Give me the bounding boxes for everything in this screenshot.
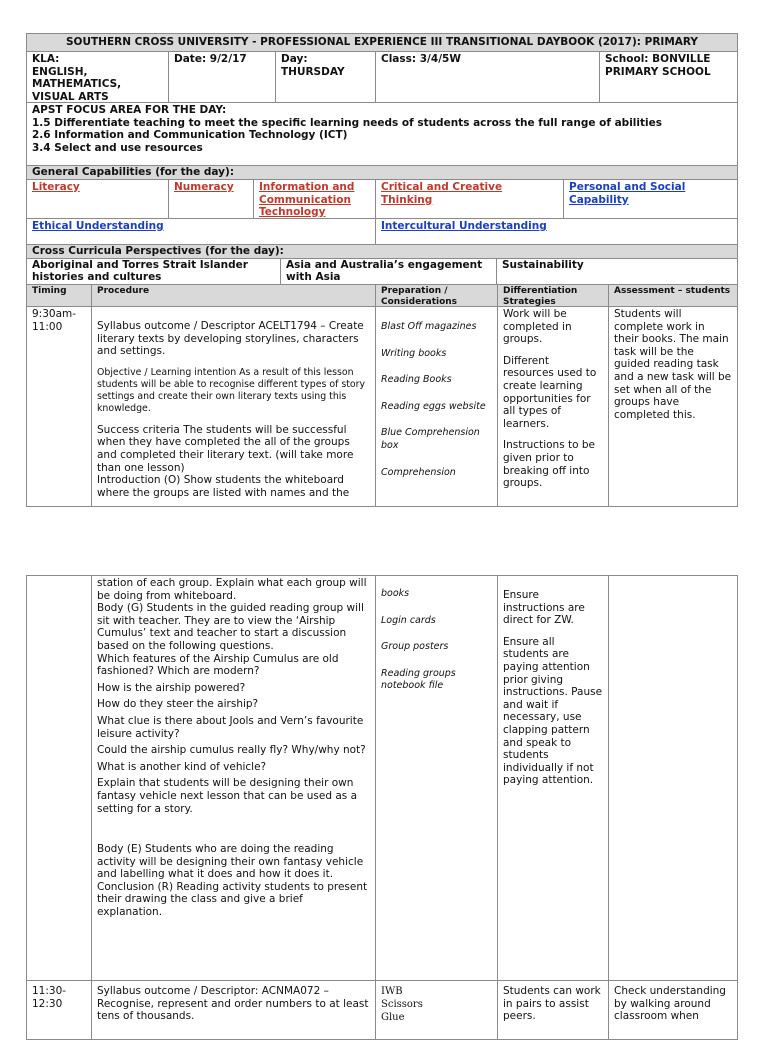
class-value: Class: 3/4/5W [381,53,461,65]
timing-value: 12:30 [32,997,63,1010]
resource-item: Scissors [381,999,423,1010]
differentiation-item: Work will be completed in groups. [503,308,572,346]
apst-item: 3.4 Select and use resources [32,141,203,154]
row1-assessment [608,306,738,507]
question-item: Could the airship cumulus really fly? Why/why not? [97,744,366,757]
resource-item: books [381,588,410,599]
ict-link[interactable]: Technology [259,206,326,218]
resource-item: Group posters [381,641,449,653]
school-value: PRIMARY SCHOOL [605,65,711,78]
question-item: How is the airship powered? [97,681,246,694]
procedure-step: station of each group. Explain what each group will be doing from whiteboard. [97,577,367,602]
differentiation-item: Students can work in pairs to assist peers. [503,985,601,1023]
col-timing: Timing [26,284,92,307]
kla-cell [26,51,169,103]
intercultural-understanding-link[interactable]: Intercultural Understanding [381,220,547,232]
introduction: Introduction (O) Show students the whiteboard where the groups are listed with names and the [97,474,350,499]
ict-link[interactable]: Information and [259,181,355,193]
row1-differentiation [497,306,609,507]
procedure-step: Which features of the Airship Cumulus are old fashioned? Which are modern? [97,652,339,678]
row2-preparation [375,980,498,1040]
kla-value: VISUAL ARTS [32,90,109,103]
school-cell [599,51,738,103]
col-assessment: Assessment – students [608,284,738,307]
syllabus-outcome: Syllabus outcome / Descriptor ACELT1794 – Create literary texts by developing storylines, characters and settings. [97,320,364,358]
preparation-header: Considerations [381,296,458,307]
numeracy-link[interactable]: Numeracy [174,181,234,193]
row2-differentiation [497,980,609,1040]
capability-literacy [26,179,169,219]
col-preparation [375,284,498,307]
row1-procedure [91,306,376,507]
differentiation-item: Instructions to be given prior to breaking off into groups. [503,439,596,490]
capability-numeracy [168,179,254,219]
capability-critical [375,179,564,219]
literacy-link[interactable]: Literacy [32,181,80,193]
col-procedure: Procedure [91,284,376,307]
resource-item: Reading eggs website [381,400,486,412]
kla-value: ENGLISH, [32,65,88,78]
differentiation-header: Strategies [503,296,556,307]
apst-heading: APST FOCUS AREA FOR THE DAY: [32,104,227,116]
preparation-header: Preparation / [381,286,448,296]
timing-value: 11:30- [32,985,67,997]
col-differentiation [497,284,609,307]
resource-item: Blue Comprehension box [381,427,480,451]
question-item: What is another kind of vehicle? [97,760,267,773]
resource-item: Comprehension [381,466,456,478]
capability-ict [253,179,376,219]
learning-intention: Objective / Learning intention As a result of this lesson students will be able to recognise different types of story settings and create their own literary texts using this knowledge. [97,366,366,414]
capability-personal [563,179,738,219]
question-item: How do they steer the airship? [97,698,259,711]
perspective-asia [280,258,497,285]
page2-preparation [375,575,498,981]
aboriginal-label: Aboriginal and Torres Strait Islander [32,259,248,271]
page2-differentiation [497,575,609,981]
success-criteria: Success criteria The students will be successful when they have completed the all of the groups and completed their literary text. (will take more than one lesson) [97,423,354,474]
sustainability-label: Sustainability [502,259,584,271]
critical-thinking-link[interactable]: Thinking [381,193,433,206]
apst-item: 1.5 Differentiate teaching to meet the specific learning needs of students across the full range of abilities [32,116,662,129]
kla-value: MATHEMATICS, [32,78,122,91]
procedure-step: Conclusion (R) Reading activity students to present their drawing the class and give a brief explanation. [97,880,368,919]
asia-label: with Asia [286,271,341,283]
differentiation-item: Ensure all students are paying attention prior giving instructions. Pause and wait if necessary, use clapping pattern and speak to students individually if not paying attention. [503,635,603,787]
resource-item: Writing books [381,347,447,359]
differentiation-item: Ensure instructions are direct for ZW. [503,589,585,627]
kla-label: KLA: [32,53,60,65]
resource-item: Blast Off magazines [381,321,477,332]
day-label: Day: [281,53,308,65]
aboriginal-label: histories and cultures [32,271,162,283]
row2-timing [26,980,92,1040]
row1-timing [26,306,92,507]
row2-assessment [608,980,738,1040]
page2-procedure [91,575,376,981]
ethical-understanding-link[interactable]: Ethical Understanding [32,220,164,232]
resource-item: Login cards [381,614,436,626]
ict-link[interactable]: Communication [259,193,351,206]
personal-social-link[interactable]: Personal and Social [569,181,686,193]
procedure-step: Explain that students will be designing their own fantasy vehicle next lesson that can be used as a setting for a story. [97,777,358,815]
timing-value: 9:30am- [32,308,77,320]
procedure-step: Body (E) Students who are doing the reading activity will be designing their own fantasy vehicle and labelling what it does and how it does it. [97,843,364,881]
day-cell [275,51,376,103]
capability-intercultural [375,218,738,245]
perspective-sustainability [496,258,738,285]
page2-timing [26,575,92,981]
syllabus-outcome: Syllabus outcome / Descriptor: ACNMA072 – Recognise, represent and order numbers to at least tens of thousands. [97,985,369,1023]
capability-ethical [26,218,376,245]
apst-item: 2.6 Information and Communication Technology (ICT) [32,129,348,142]
resource-item: IWB [381,986,403,997]
timing-value: 11:00 [32,320,63,333]
critical-thinking-link[interactable]: Critical and Creative [381,181,503,193]
daybook-title: SOUTHERN CROSS UNIVERSITY - PROFESSIONAL EXPERIENCE III TRANSITIONAL DAYBOOK (2017): PRIMARY [26,33,738,52]
resource-item: Reading Books [381,374,452,386]
date-value: Date: 9/2/17 [174,53,247,65]
perspectives-heading: Cross Curricula Perspectives (for the day): [26,244,738,259]
assessment-text: Students will complete work in their books. The main task will be the guided reading task and a new task will be set when all of the groups have completed this. [614,308,732,421]
day-value: THURSDAY [281,65,345,78]
school-label: School: BONVILLE [605,53,711,65]
asia-label: Asia and Australia’s engagement [286,259,483,271]
capabilities-heading: General Capabilities (for the day): [26,165,738,180]
resource-item: Glue [381,1012,405,1023]
assessment-text: Check understanding by walking around classroom when [614,985,726,1023]
row1-preparation [375,306,498,507]
perspective-aboriginal [26,258,281,285]
differentiation-item: Different resources used to create learning opportunities for all types of learners. [503,354,597,430]
row2-procedure [91,980,376,1040]
question-item: What clue is there about Jools and Vern’s favourite leisure activity? [97,714,364,740]
page2-assessment [608,575,738,981]
date-cell [168,51,276,103]
resource-item: Reading groups notebook file [381,667,456,692]
apst-focus-cell [26,102,738,166]
personal-social-link[interactable]: Capability [569,193,629,206]
procedure-step: Body (G) Students in the guided reading group will sit with teacher. They are to view the ‘Airship Cumulus’ text and teacher to start a discussion based on the following questions. [97,602,364,652]
differentiation-header: Differentiation [503,286,578,296]
class-cell [375,51,600,103]
